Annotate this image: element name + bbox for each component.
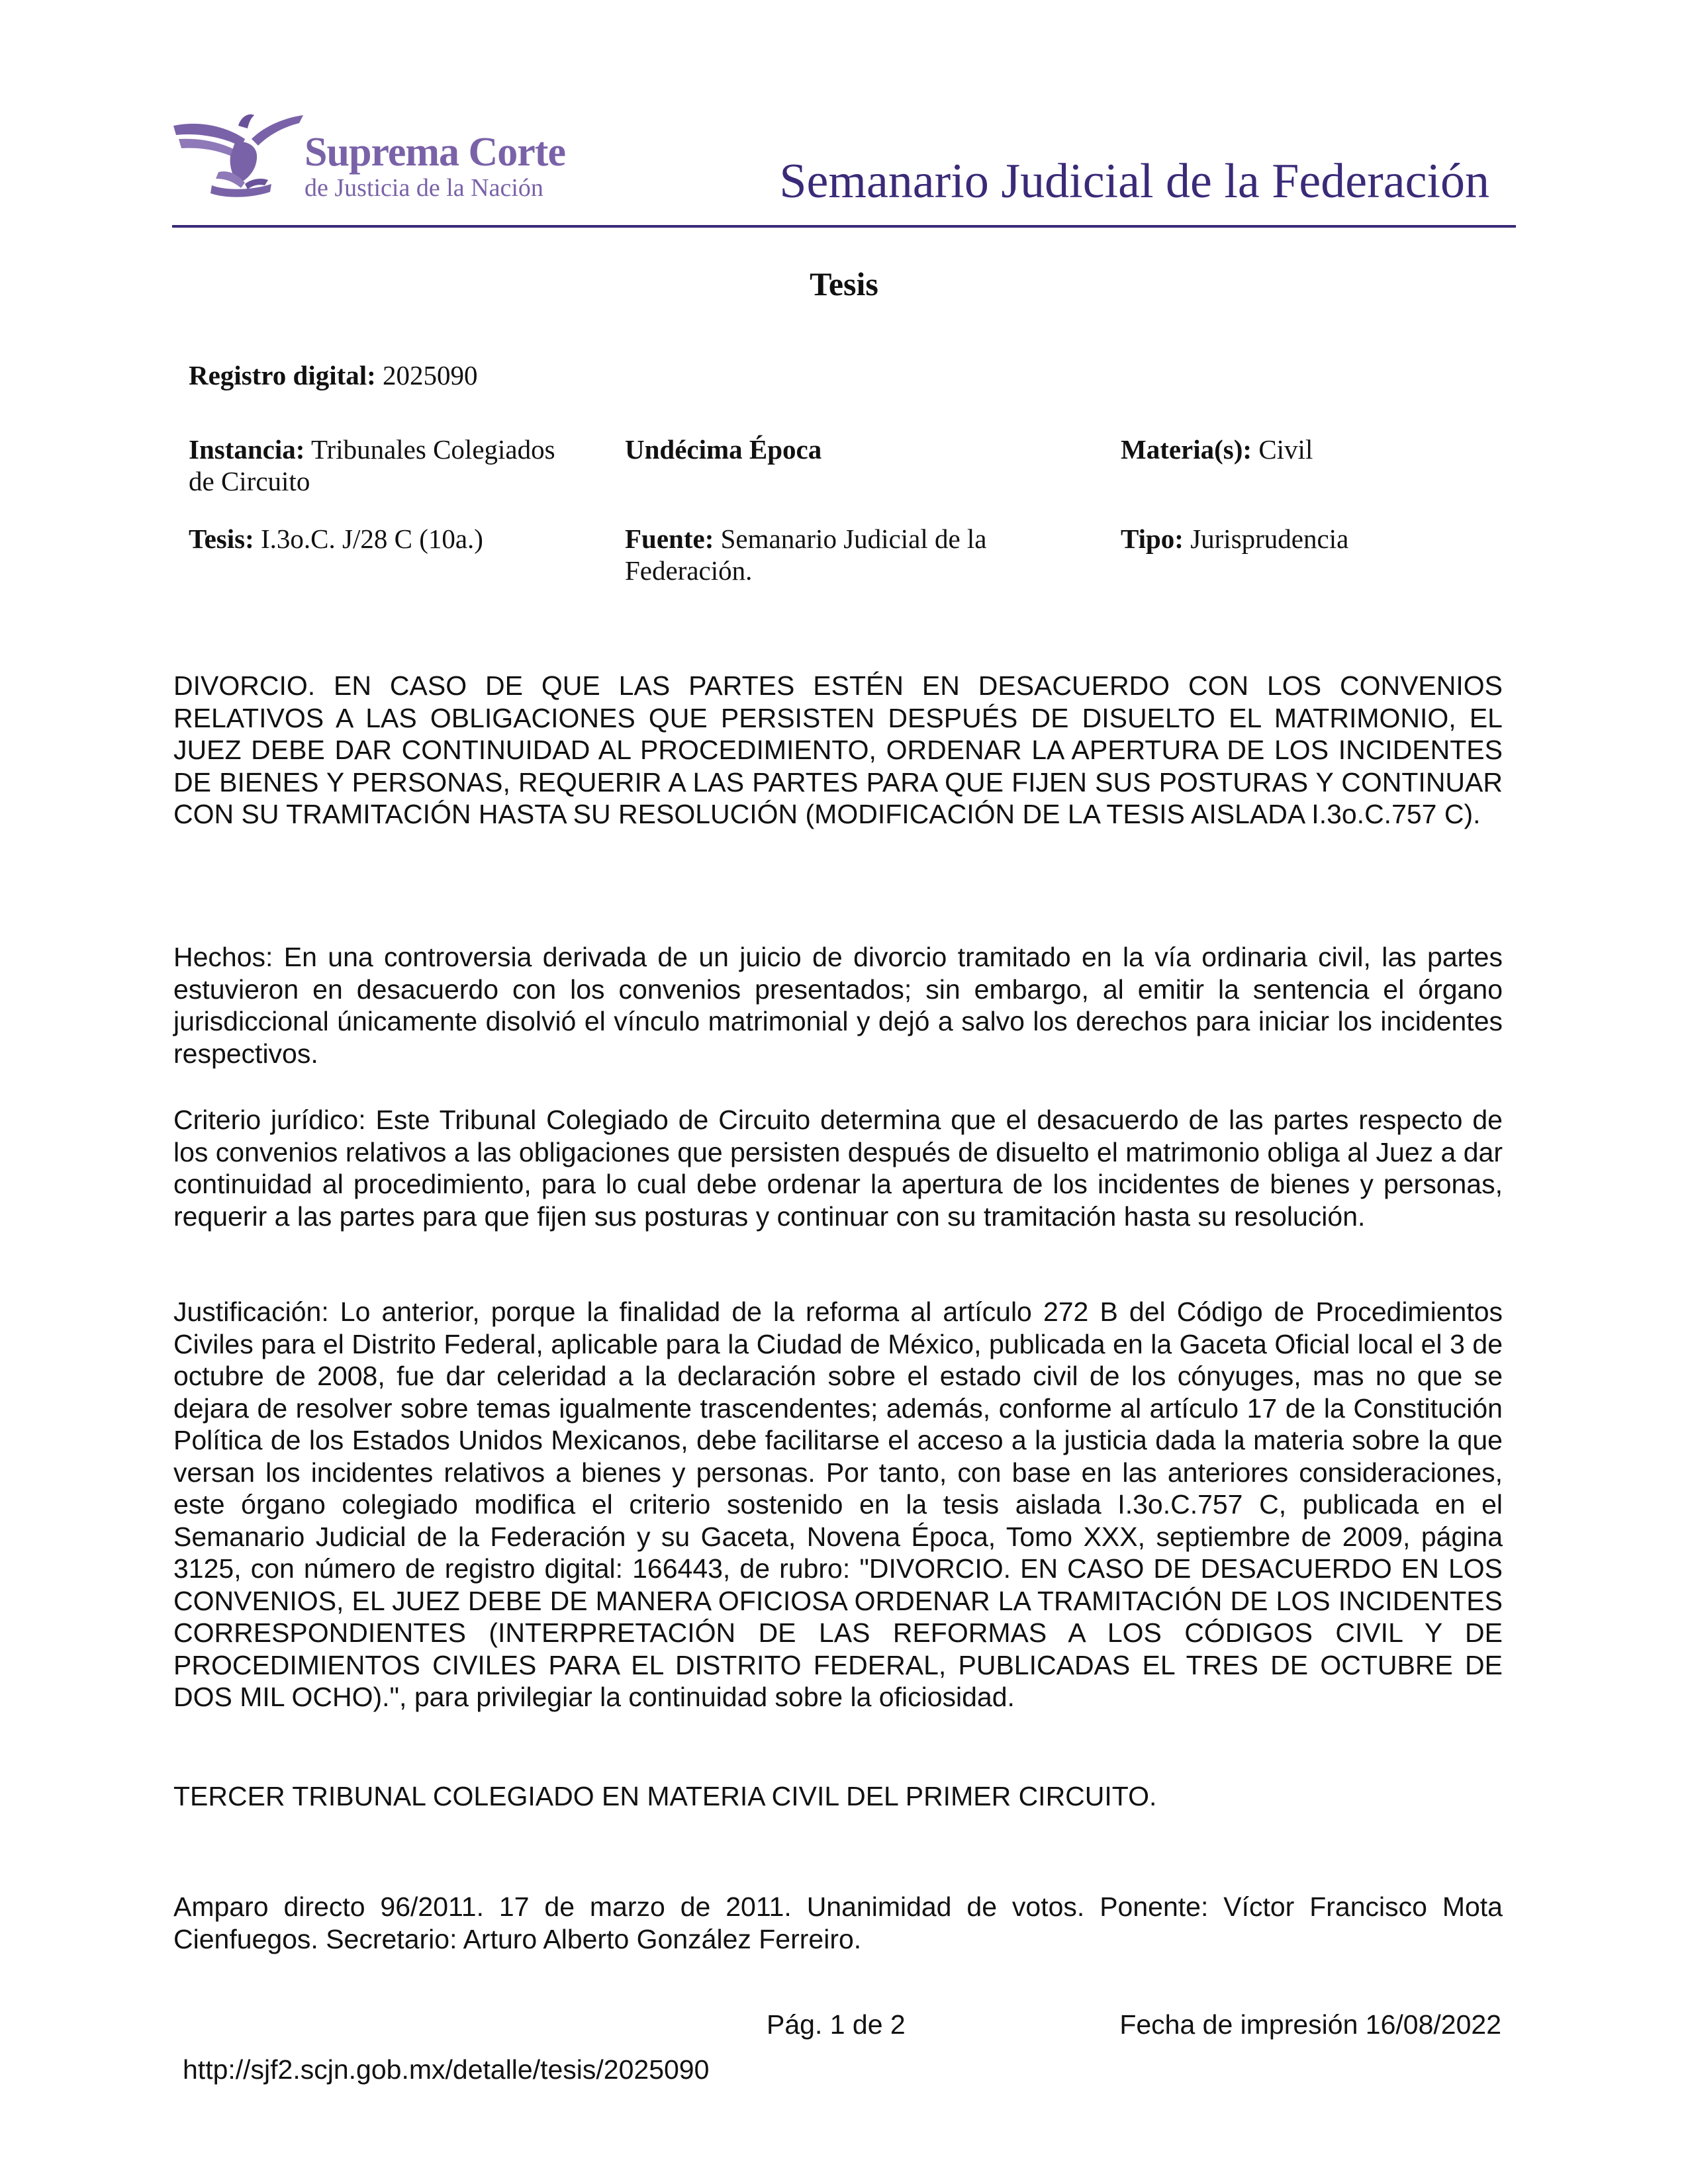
source-url[interactable]: http://sjf2.scjn.gob.mx/detalle/tesis/2025090	[183, 2054, 710, 2085]
precedente: Amparo directo 96/2011. 17 de marzo de 2011. Unanimidad de votos. Ponente: Víctor Francisco Mota Cienfuegos. Secretario: Arturo Alberto González Ferreiro.	[173, 1891, 1503, 1954]
registro-label: Registro digital:	[189, 360, 376, 390]
materia	[1121, 433, 1313, 465]
tipo-label: Tipo:	[1121, 523, 1184, 554]
registro-digital	[189, 359, 478, 391]
rubro: DIVORCIO. EN CASO DE QUE LAS PARTES ESTÉN EN DESACUERDO CON LOS CONVENIOS RELATIVOS A LAS OBLIGACIONES QUE PERSISTEN DESPUÉS DE DISUELTO EL MATRIMONIO, EL JUEZ DEBE DAR CONTINUIDAD AL PROCEDIMIENTO, ORDENAR LA APERTURA DE LOS INCIDENTES DE BIENES Y PERSONAS, REQUERIR A LAS PARTES PARA QUE FIJEN SUS POSTURAS Y CONTINUAR CON SU TRAMITACIÓN HASTA SU RESOLUCIÓN (MODIFICACIÓN DE LA TESIS AISLADA I.3o.C.757 C).	[173, 670, 1503, 829]
epoca	[625, 433, 821, 465]
paragraph-hechos: Hechos: En una controversia derivada de un juicio de divorcio tramitado en la vía ordinaria civil, las partes estuvieron en desacuerdo con los convenios presentados; sin embargo, al emitir la sentencia el órgano jurisdiccional únicamente disolvió el vínculo matrimonial y dejó a salvo los derechos para iniciar los incidentes respectivos.	[173, 942, 1503, 1069]
tipo-value: Jurisprudencia	[1190, 523, 1349, 554]
instancia	[189, 433, 612, 497]
publication-title: Semanario Judicial de la Federación	[779, 154, 1489, 208]
paragraph-justificacion: Justificación: Lo anterior, porque la finalidad de la reforma al artículo 272 B del Código de Procedimientos Civiles para el Distrito Federal, aplicable para la Ciudad de México, publicada en la Gaceta Oficial local el 3 de octubre de 2008, fue dar celeridad a la declaración sobre el estado civil de los cónyuges, mas no que se dejara de resolver sobre temas igualmente trascendentes; además, conforme al artículo 17 de la Constitución Política de los Estados Unidos Mexicanos, debe facilitarse el acceso a la justicia dada la materia sobre la que versan los incidentes relativos a bienes y personas. Por tanto, con base en las anteriores consideraciones, este órgano colegiado modifica el criterio sostenido en la tesis aislada I.3o.C.757 C, publicada en el Semanario Judicial de la Federación y su Gaceta, Novena Época, Tomo XXX, septiembre de 2009, página 3125, con número de registro digital: 166443, de rubro: "DIVORCIO. EN CASO DE DESACUERDO EN LOS CONVENIOS, EL JUEZ DEBE DE MANERA OFICIOSA ORDENAR LA TRAMITACIÓN DE LOS INCIDENTES CORRESPONDIENTES (INTERPRETACIÓN DE LAS REFORMAS A LOS CÓDIGOS CIVIL Y DE PROCEDIMIENTOS CIVILES PARA EL DISTRITO FEDERAL, PUBLICADAS EL TRES DE OCTUBRE DE DOS MIL OCHO).", para privilegiar la continuidad sobre la oficiosidad.	[173, 1297, 1503, 1712]
instancia-value-line2: de Circuito	[189, 466, 310, 496]
epoca-value: Undécima Época	[625, 434, 822, 465]
tipo	[1121, 523, 1348, 555]
instancia-label: Instancia:	[189, 434, 305, 465]
tribunal: TERCER TRIBUNAL COLEGIADO EN MATERIA CIVIL DEL PRIMER CIRCUITO.	[173, 1781, 1157, 1811]
materia-label: Materia(s):	[1121, 434, 1252, 465]
fuente-label: Fuente:	[625, 523, 714, 554]
materia-value: Civil	[1258, 434, 1313, 465]
fuente-value-line2: Federación.	[625, 555, 753, 586]
document-type-title: Tesis	[810, 265, 878, 302]
fuente	[625, 523, 1088, 586]
page-header	[172, 99, 1516, 228]
scjn-logo	[172, 106, 569, 205]
tesis-numero	[189, 523, 483, 555]
logo-line2: de Justicia de la Nación	[305, 174, 543, 202]
paragraph-criterio: Criterio jurídico: Este Tribunal Colegiado de Circuito determina que el desacuerdo de las partes respecto de los convenios relativos a las obligaciones que persisten después de disuelto el matrimonio obliga al Juez a dar continuidad al procedimiento, para lo cual debe ordenar la apertura de los incidentes de bienes y personas, requerir a las partes para que fijen sus posturas y continuar con su tramitación hasta su resolución.	[173, 1105, 1503, 1232]
logo-line1: Suprema Corte	[305, 130, 565, 175]
eagle-emblem-icon	[172, 106, 305, 205]
print-date: Fecha de impresión 16/08/2022	[1119, 2009, 1501, 2040]
tesis-value: I.3o.C. J/28 C (10a.)	[261, 523, 483, 554]
fuente-value-line1: Semanario Judicial de la	[720, 523, 987, 554]
tesis-label: Tesis:	[189, 523, 254, 554]
registro-value: 2025090	[383, 360, 478, 390]
page-number: Pág. 1 de 2	[767, 2009, 906, 2040]
instancia-value-line1: Tribunales Colegiados	[310, 434, 555, 465]
